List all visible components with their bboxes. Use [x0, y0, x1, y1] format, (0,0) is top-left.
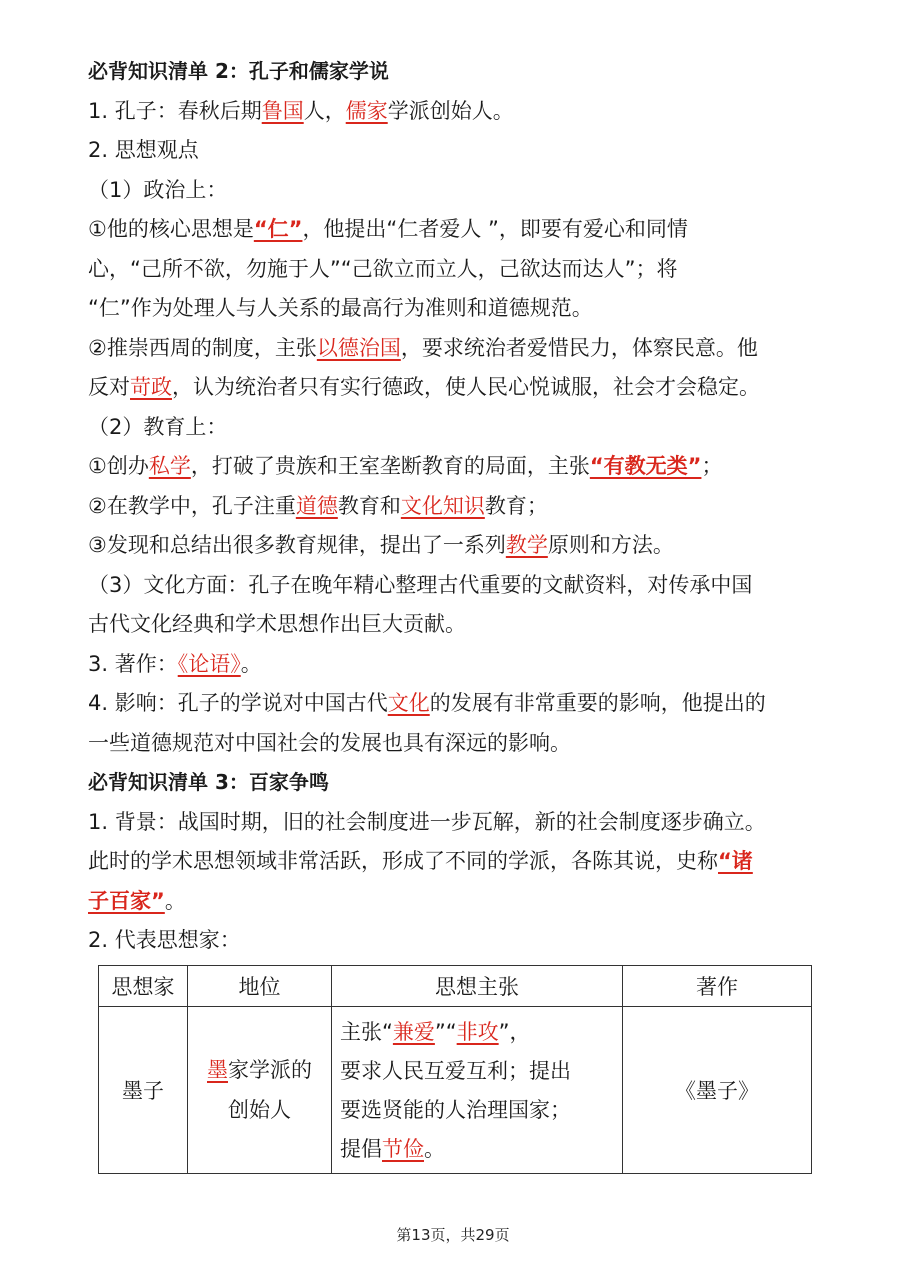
document-body [88, 52, 823, 1174]
keyword: 非攻 [456, 1019, 499, 1044]
header-cell: 地位 [188, 965, 332, 1006]
thinker-ideas: 主张“兼爱”“非攻”， 要求人民互爱互利；提出 要选贤能的人治理国家； 提倡节俭。 [332, 1006, 623, 1173]
text-line: ②在教学中，孔子注重道德教育和文化知识教育； [88, 493, 548, 518]
text-line: 子百家”。 [88, 888, 186, 913]
text-line: 古代文化经典和学术思想作出巨大贡献。 [88, 612, 466, 636]
text-line: （2）教育上： [88, 414, 228, 439]
text-line: （1）政治上： [88, 177, 228, 202]
thinker-work: 《墨子》 [623, 1006, 812, 1173]
text-line: 心，“己所不欲，勿施于人”“己欲立而立人，己欲达而达人”；将 [88, 256, 678, 281]
text-line: ③发现和总结出很多教育规律，提出了一系列教学原则和方法。 [88, 533, 674, 557]
keyword: 教学 [505, 533, 548, 557]
text-line: 1. 孔子：春秋后期鲁国人，儒家学派创始人。 [88, 98, 514, 123]
header-cell: 思想家 [99, 965, 188, 1006]
keyword: 《论语》 [177, 651, 241, 676]
text-line: 此时的学术思想领域非常活跃，形成了不同的学派，各陈其说，史称“诸 [88, 849, 753, 873]
section-title: 必背知识清单 2：孔子和儒家学说 [88, 59, 389, 83]
keyword: 节俭 [382, 1136, 424, 1161]
thinker-position: 墨家学派的 创始人 [188, 1006, 332, 1173]
keyword: “有教无类” [589, 454, 702, 478]
text-line: “仁”作为处理人与人关系的最高行为准则和道德规范。 [88, 296, 593, 320]
keyword: 私学 [148, 454, 191, 478]
keyword: 兼爱 [392, 1019, 435, 1044]
header-cell: 思想主张 [332, 965, 623, 1006]
text-line: ②推崇西周的制度，主张以德治国，要求统治者爱惜民力，体察民意。他 [88, 335, 758, 360]
text-line: 2. 思想观点 [88, 138, 199, 162]
text-line: 4. 影响：孔子的学说对中国古代文化的发展有非常重要的影响，他提出的 [88, 691, 766, 715]
keyword: 苛政 [130, 375, 172, 399]
text-line: ①创办私学，打破了贵族和王室垄断教育的局面，主张“有教无类”； [88, 454, 723, 478]
keyword: 文化 [387, 691, 430, 715]
keyword: 儒家 [345, 98, 388, 123]
text-line: 反对苛政，认为统治者只有实行德政，使人民心悦诚服，社会才会稳定。 [88, 375, 760, 399]
text-line: 1. 背景：战国时期，旧的社会制度进一步瓦解，新的社会制度逐步确立。 [88, 809, 766, 834]
text-line: ①他的核心思想是“仁”，他提出“仁者爱人 ”，即要有爱心和同情 [88, 217, 688, 241]
keyword: 以德治国 [316, 335, 401, 360]
keyword: 文化知识 [400, 493, 485, 518]
text-line: 3. 著作：《论语》。 [88, 651, 262, 676]
keyword: “仁” [253, 217, 303, 241]
text-line: （3）文化方面：孔子在晚年精心整理古代重要的文献资料，对传承中国 [88, 572, 753, 597]
keyword: 道德 [295, 493, 338, 518]
keyword: 墨 [207, 1057, 228, 1082]
keyword: 子百家” [88, 888, 165, 913]
header-cell: 著作 [623, 965, 812, 1006]
thinker-name: 墨子 [99, 1006, 188, 1173]
table-header-row [99, 965, 812, 1006]
text-line: 一些道德规范对中国社会的发展也具有深远的影响。 [88, 730, 571, 755]
thinkers-table [98, 965, 812, 1174]
text-line: 2. 代表思想家： [88, 928, 241, 952]
keyword: 鲁国 [261, 98, 304, 123]
page-number: 第13页，共29页 [396, 1226, 510, 1244]
section-title: 必背知识清单 3：百家争鸣 [88, 770, 329, 794]
keyword: “诸 [718, 849, 753, 873]
table-row [99, 1006, 812, 1173]
